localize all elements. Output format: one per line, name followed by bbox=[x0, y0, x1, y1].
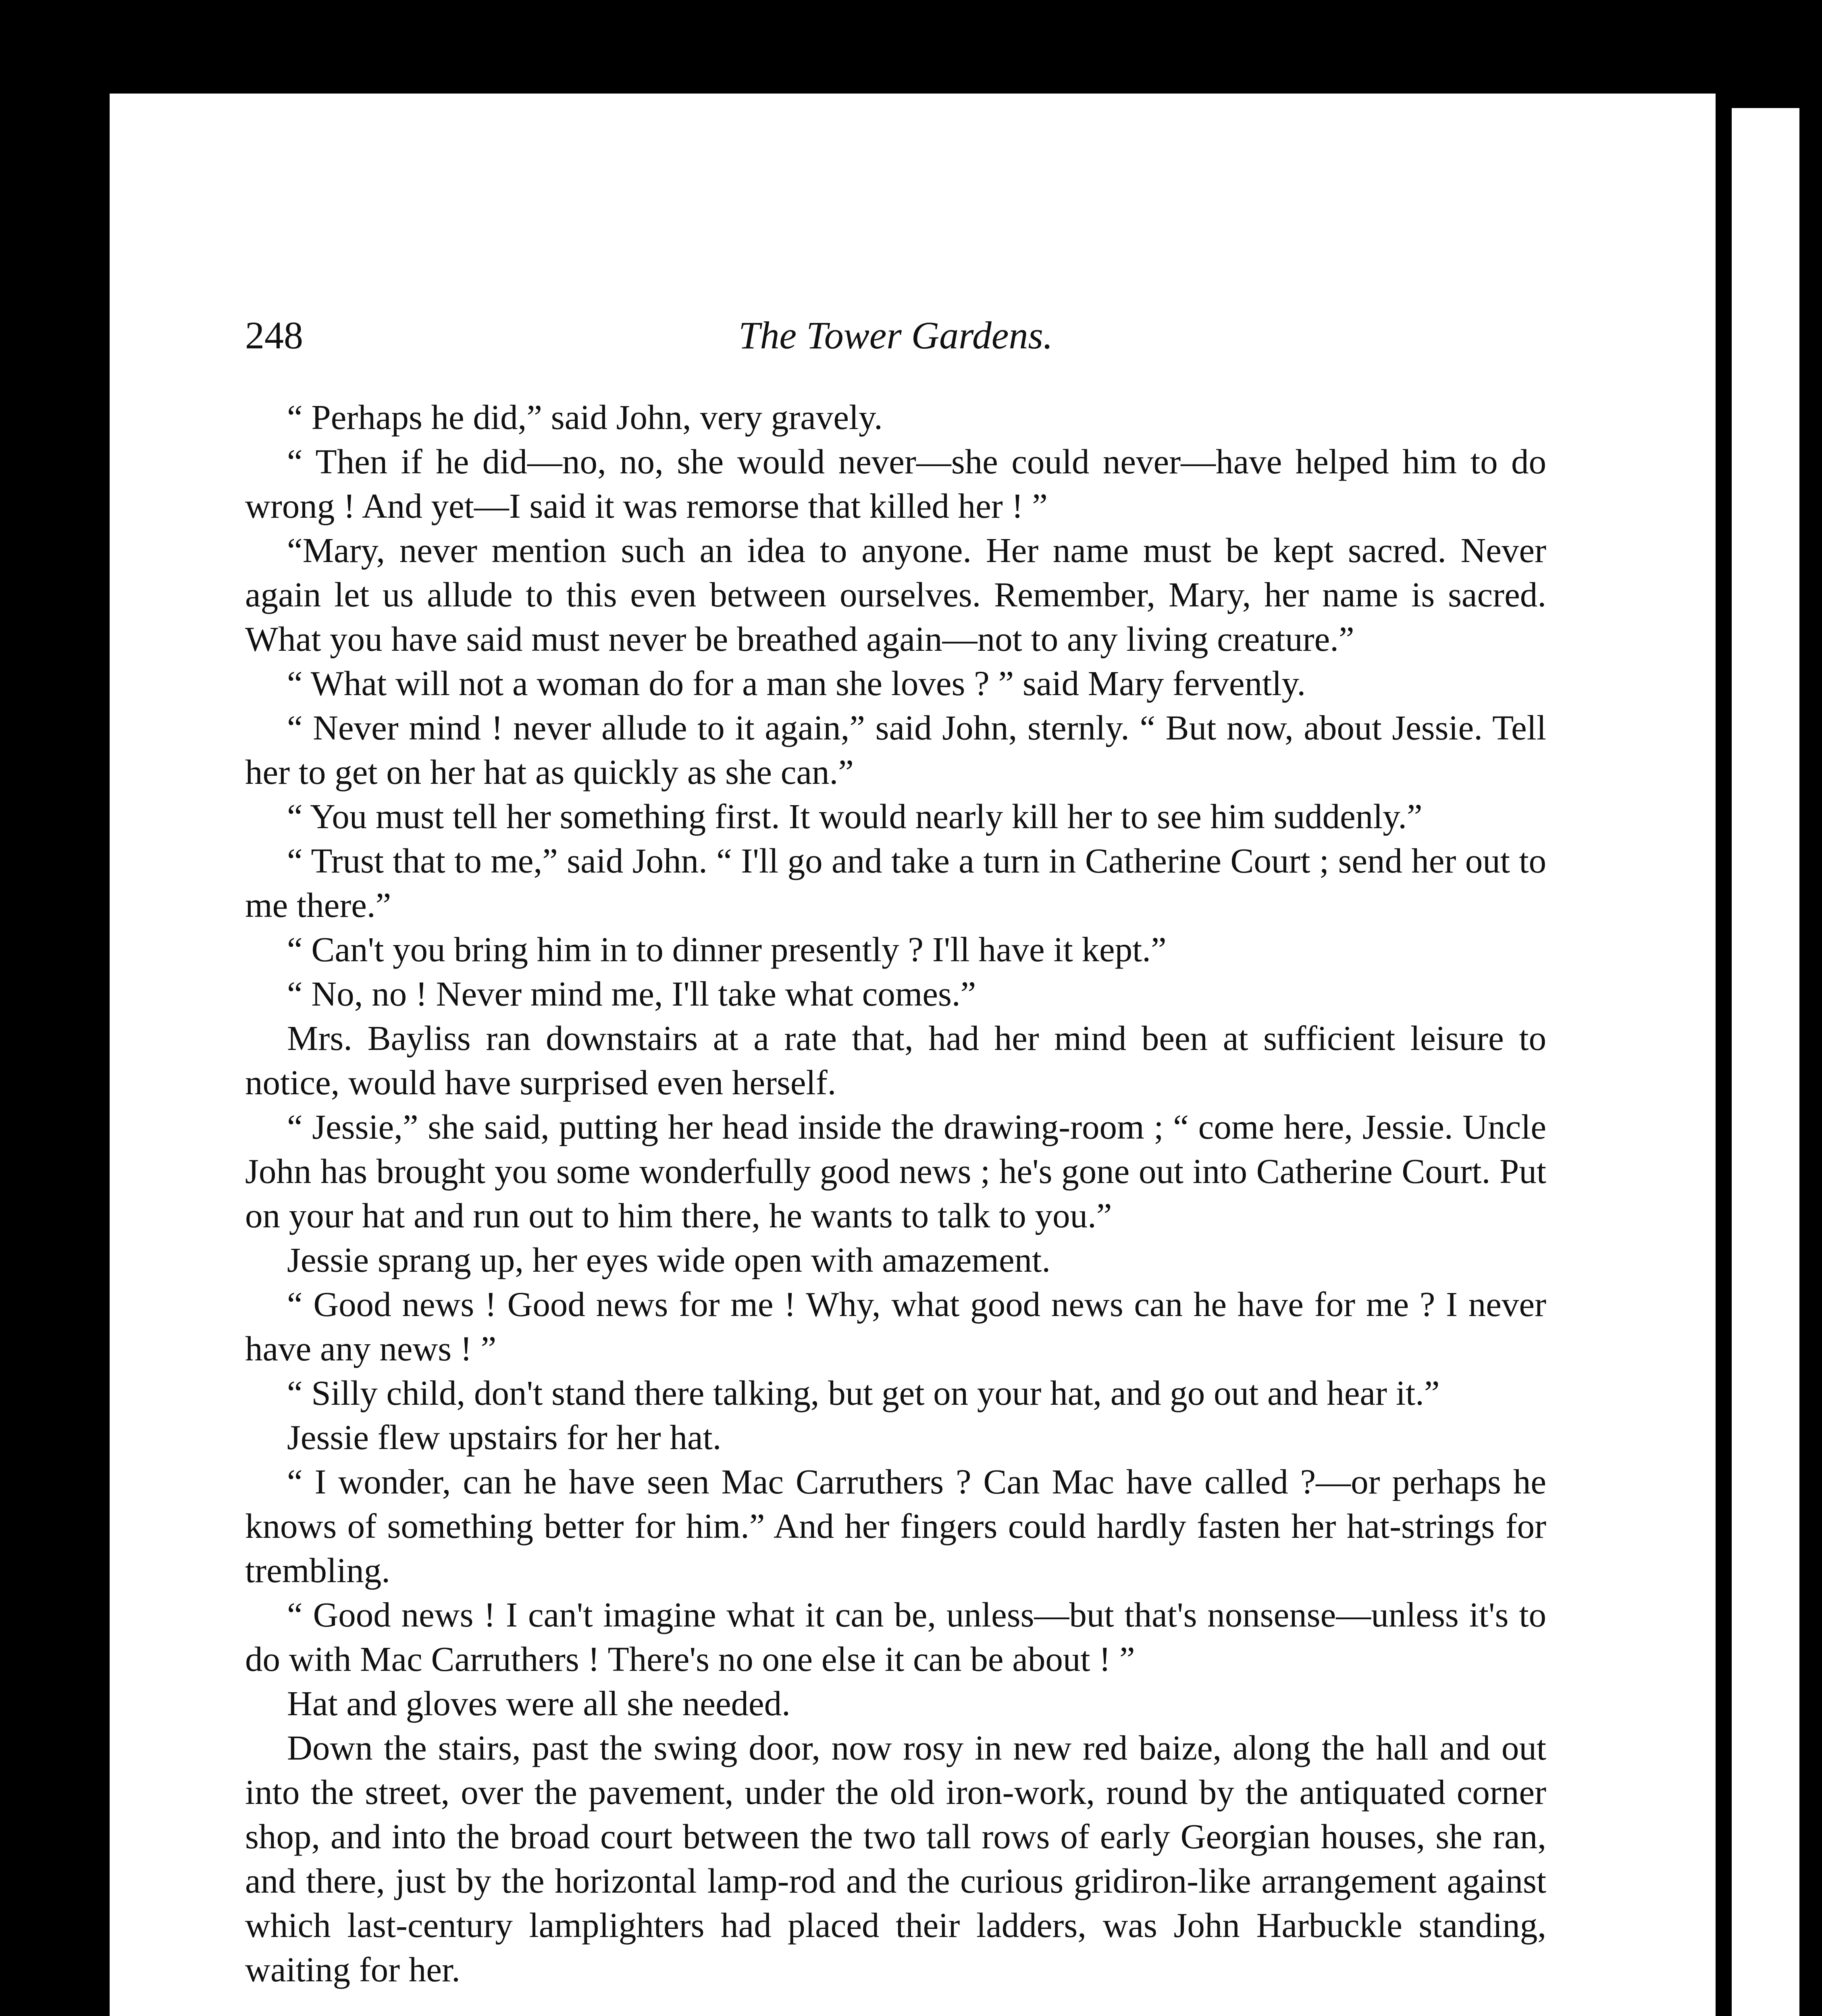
paragraph: “ What will not a woman do for a man she loves ? ” said Mary fervently. bbox=[287, 664, 1306, 703]
paragraph: “ Can't you bring him in to dinner presently ? I'll have it kept.” bbox=[287, 930, 1167, 969]
paragraph: “Mary, never mention such an idea to anyone. Her name must be kept sacred. Never again let us allude to this even between ourselves. Remember, Mary, her name is sacred. What you have said must never be breathed again—not to any living creature.” bbox=[245, 531, 1546, 658]
paragraph: “ Never mind ! never allude to it again,” said John, sternly. “ But now, about Jessie. Tell her to get on her hat as quickly as she can.” bbox=[245, 708, 1546, 791]
running-header bbox=[245, 311, 1546, 360]
paragraph: “ No, no ! Never mind me, I'll take what comes.” bbox=[287, 974, 976, 1013]
paragraph: Jessie sprang up, her eyes wide open with amazement. bbox=[287, 1240, 1051, 1279]
running-title: The Tower Gardens. bbox=[738, 314, 1053, 357]
facing-page-edge bbox=[1732, 108, 1799, 2016]
paragraph: “ Silly child, don't stand there talking, but get on your hat, and go out and hear it.” bbox=[287, 1373, 1440, 1412]
paragraph: “ Good news ! Good news for me ! Why, what good news can he have for me ? I never have any news ! ” bbox=[245, 1285, 1546, 1368]
paragraph: “ Trust that to me,” said John. “ I'll go and take a turn in Catherine Court ; send her out to me there.” bbox=[245, 841, 1546, 925]
paragraph: Down the stairs, past the swing door, now rosy in new red baize, along the hall and out into the street, over the pavement, under the old iron-work, round by the antiquated corner shop, and into the broad court between the two tall rows of early Georgian houses, she ran, and there, just by the horizontal lamp-rod and the curious gridiron-like arrangement against which last-century lamplighters had placed their ladders, was John Harbuckle standing, waiting for her. bbox=[245, 1728, 1546, 1989]
page-number: 248 bbox=[245, 314, 303, 357]
paragraph: “ Perhaps he did,” said John, very gravely. bbox=[287, 398, 883, 437]
paragraph: Hat and gloves were all she needed. bbox=[287, 1684, 790, 1723]
paragraph: Mrs. Bayliss ran downstairs at a rate that, had her mind been at sufficient leisure to notice, would have surprised even herself. bbox=[245, 1018, 1546, 1102]
paragraph: “ I wonder, can he have seen Mac Carruthers ? Can Mac have called ?—or perhaps he knows of something better for him.” And her fingers could hardly fasten her hat-strings for trembling. bbox=[245, 1462, 1546, 1590]
paragraph: “ Jessie,” she said, putting her head inside the drawing-room ; “ come here, Jessie. Uncle John has brought you some wonderfully good news ; he's gone out into Catherine Court. Put on your hat and run out to him there, he wants to talk to you.” bbox=[245, 1107, 1546, 1235]
paragraph: “ Then if he did—no, no, she would never—she could never—have helped him to do wrong ! And yet—I said it was remorse that killed her ! ” bbox=[245, 442, 1546, 525]
paragraph: “ You must tell her something first. It would nearly kill her to see him suddenly.” bbox=[287, 797, 1423, 836]
paragraph: “ Good news ! I can't imagine what it can be, unless—but that's nonsense—unless it's to do with Mac Carruthers ! There's no one else it can be about ! ” bbox=[245, 1595, 1546, 1679]
paragraph: Jessie flew upstairs for her hat. bbox=[287, 1418, 722, 1457]
body-text bbox=[245, 395, 1546, 1992]
